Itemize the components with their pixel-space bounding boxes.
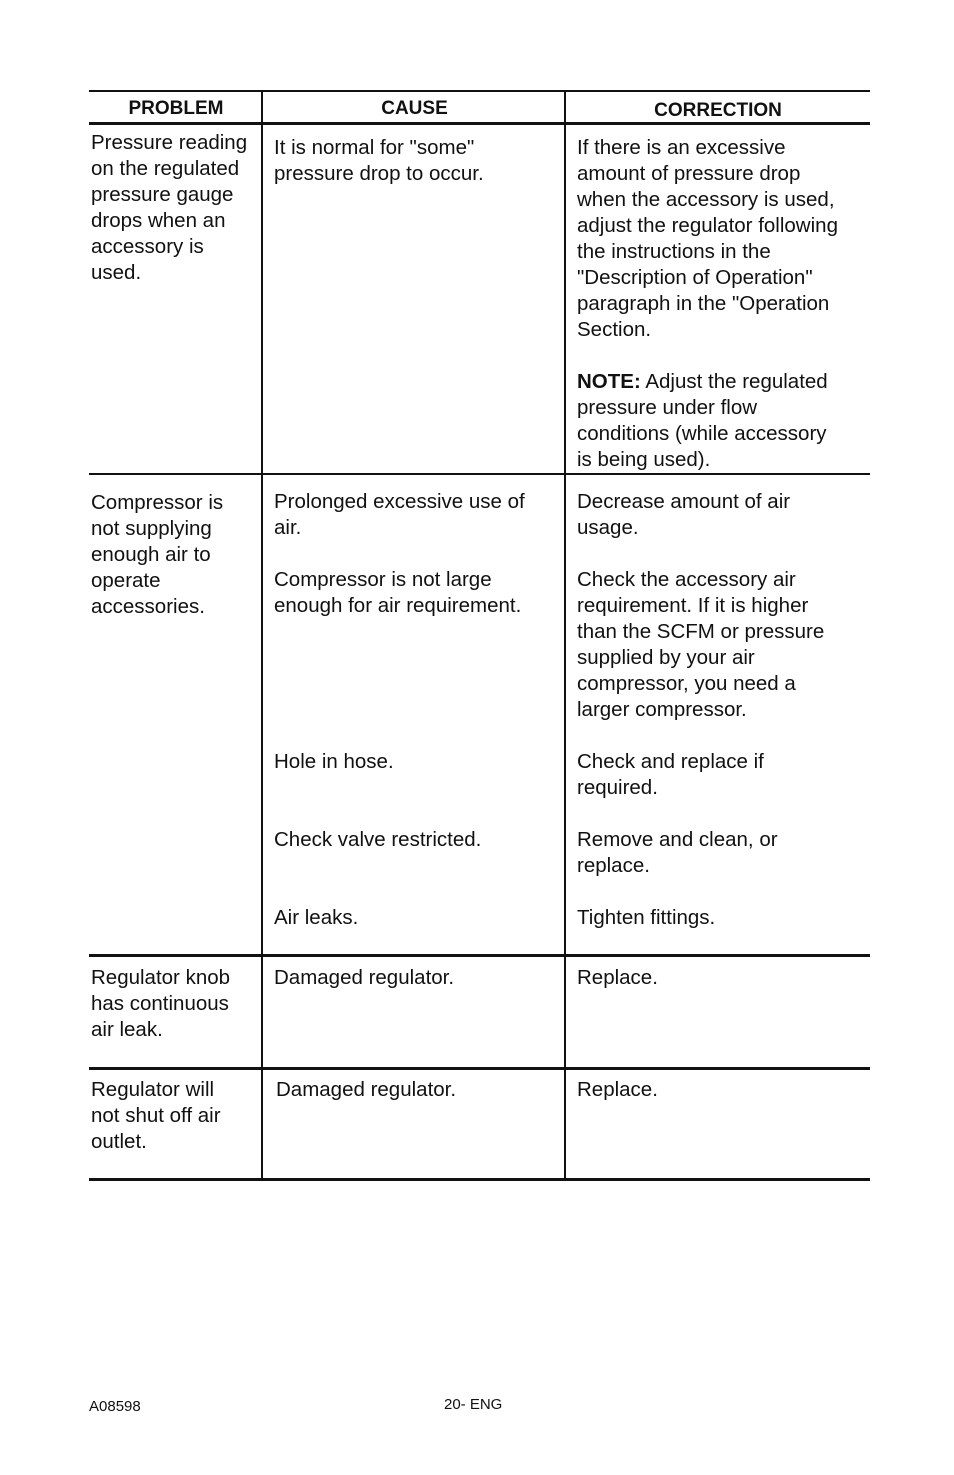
document-code: A08598: [89, 1398, 141, 1415]
row-3-problem: Regulator knob has continuous air leak.: [91, 966, 231, 1041]
row-1-note: [577, 369, 828, 473]
row-2-correction-5: Tighten fittings.: [577, 906, 716, 929]
row-separator-3: [89, 1067, 870, 1070]
row-4-correction: Replace.: [577, 1078, 658, 1101]
row-2-cause-5: Air leaks.: [274, 906, 359, 929]
header-problem: PROBLEM: [128, 98, 224, 119]
row-2-correction-1: Decrease amount of air usage.: [577, 490, 791, 539]
column-divider-1: [261, 90, 263, 1180]
row-1-cause: It is normal for "some" pressure drop to occur.: [274, 136, 484, 185]
row-2-correction-2: Check the accessory air requirement. If it is higher than the SCFM or pressure supplied by your air compressor, you need a larger compressor.: [577, 568, 825, 721]
table-bottom-border: [89, 1178, 870, 1181]
column-divider-2: [564, 90, 566, 1180]
row-2-correction-4: Remove and clean, or replace.: [577, 828, 778, 877]
row-2-problem: Compressor is not supplying enough air to operate accessories.: [91, 491, 224, 618]
row-3-cause: Damaged regulator.: [274, 966, 455, 989]
row-2-cause-3: Hole in hose.: [274, 750, 394, 773]
row-separator-2: [89, 954, 870, 957]
header-cause: CAUSE: [381, 98, 448, 119]
table-header: [89, 90, 870, 125]
row-3-correction: Replace.: [577, 966, 658, 989]
row-4-cause: Damaged regulator.: [276, 1078, 457, 1101]
row-2-cause-4: Check valve restricted.: [274, 828, 482, 851]
row-1-correction: If there is an excessive amount of pressure drop when the accessory is used, adjust the regulator following the instructions in the "Description of Operation" paragraph in the "Operation Section.: [577, 136, 838, 341]
page-number: 20- ENG: [444, 1396, 503, 1413]
row-1-problem: Pressure reading on the regulated pressure gauge drops when an accessory is used.: [91, 131, 248, 284]
note-text: Adjust the regulated pressure under flow conditions (while accessory is being used).: [577, 370, 828, 471]
note-label: NOTE:: [577, 370, 641, 393]
header-correction: CORRECTION: [654, 100, 782, 121]
row-2-correction-3: Check and replace if required.: [577, 750, 764, 799]
row-separator-1: [89, 473, 870, 475]
row-2-cause-1: Prolonged excessive use of air.: [274, 490, 525, 539]
row-2-cause-2: Compressor is not large enough for air requirement.: [274, 568, 522, 617]
row-4-problem: Regulator will not shut off air outlet.: [91, 1078, 221, 1153]
